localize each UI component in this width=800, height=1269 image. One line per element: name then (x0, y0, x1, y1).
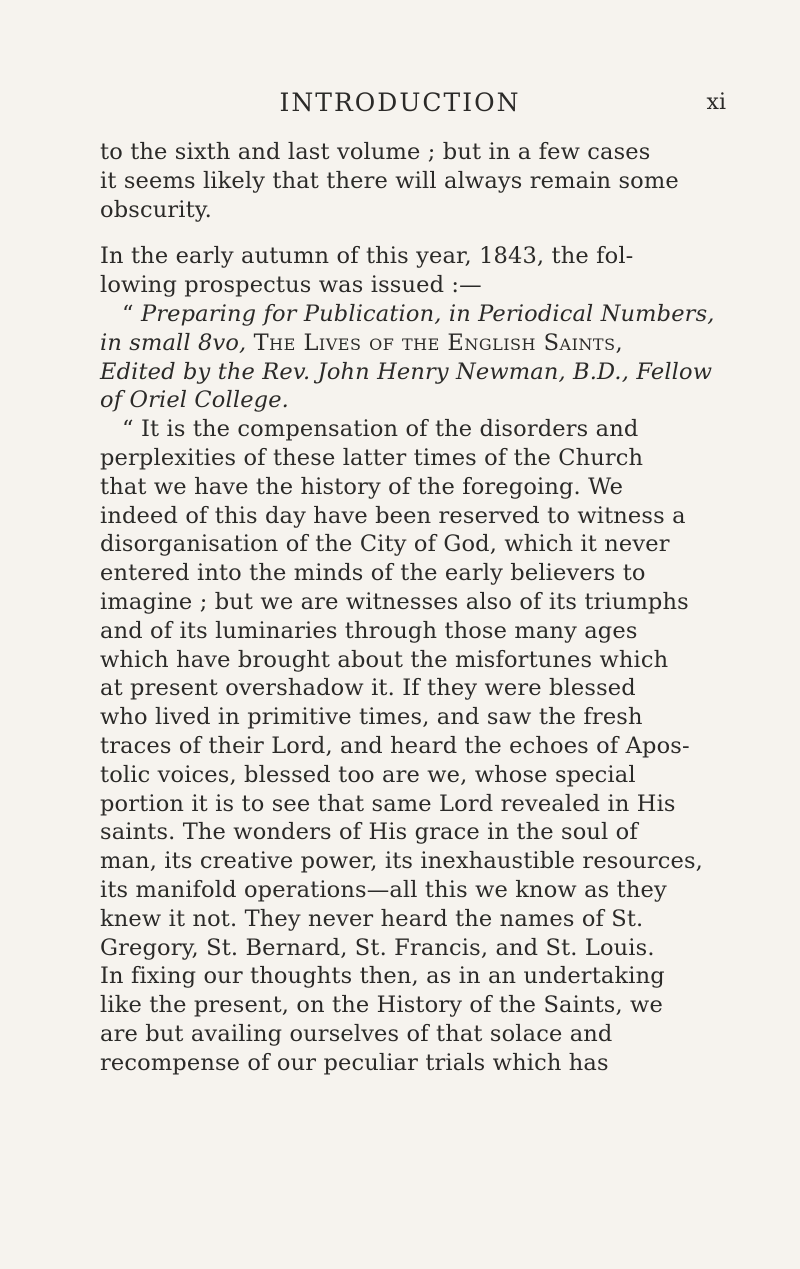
text-line: recompense of our peculiar trials which has (100, 1049, 609, 1076)
text-line: obscurity. (100, 196, 212, 223)
prospectus-line-2a: in small 8vo, (100, 329, 254, 356)
text-line: In fixing our thoughts then, as in an undertaking (100, 963, 665, 990)
paragraph-2 (100, 242, 714, 300)
text-line: portion it is to see that same Lord revealed in His (100, 790, 676, 817)
prospectus-line-1: Preparing for Publication, in Periodical Numbers, (140, 300, 715, 327)
text-line: disorganisation of the City of God, which it never (100, 531, 670, 558)
prospectus-line-3: Edited by the Rev. John Henry Newman, B.D., Fellow (100, 358, 713, 385)
running-head: INTRODUCTION (279, 88, 521, 117)
text-line: imagine ; but we are witnesses also of its triumphs (100, 588, 689, 615)
text-line: tolic voices, blessed too are we, whose special (100, 761, 636, 788)
prospectus-title (100, 300, 714, 415)
text-line: traces of their Lord, and heard the echoes of Apos- (100, 732, 690, 759)
paragraph-1 (100, 138, 714, 224)
text-line: that we have the history of the foregoing. We (100, 473, 624, 500)
book-title: The Lives of the English Saints, (253, 329, 624, 356)
text-line: its manifold operations—all this we know as they (100, 876, 667, 903)
text-line: perplexities of these latter times of the Church (100, 444, 644, 471)
text-line: who lived in primitive times, and saw the fresh (100, 704, 643, 731)
text-line: entered into the minds of the early believers to (100, 560, 646, 587)
text-line: saints. The wonders of His grace in the soul of (100, 819, 638, 846)
open-quote: “ (122, 300, 141, 327)
prospectus-line-4: of Oriel College. (100, 387, 289, 414)
page-header (0, 88, 800, 128)
text-line (100, 300, 714, 329)
text-line: lowing prospectus was issued :— (100, 272, 482, 299)
text-line: to the sixth and last volume ; but in a few cases (100, 139, 651, 165)
quotation-paragraph (100, 415, 714, 1077)
text-line: are but availing ourselves of that solace and (100, 1020, 613, 1047)
text-line: which have brought about the misfortunes which (100, 646, 669, 673)
text-line: it seems likely that there will always remain some (100, 167, 679, 194)
text-line: at present overshadow it. If they were blessed (100, 675, 636, 702)
text-line: “ It is the compensation of the disorders and (122, 416, 639, 443)
text-line: and of its luminaries through those many ages (100, 617, 638, 644)
text-line: indeed of this day have been reserved to witness a (100, 502, 686, 529)
text-line: man, its creative power, its inexhaustible resources, (100, 848, 703, 875)
text-line: In the early autumn of this year, 1843, the fol- (100, 243, 634, 270)
text-line (100, 329, 714, 358)
text-line: knew it not. They never heard the names of St. (100, 905, 644, 932)
text-line: Gregory, St. Bernard, St. Francis, and St. Louis. (100, 934, 655, 961)
body-text (100, 138, 714, 1078)
text-line: like the present, on the History of the Saints, we (100, 992, 663, 1019)
page-number: xi (706, 90, 726, 115)
